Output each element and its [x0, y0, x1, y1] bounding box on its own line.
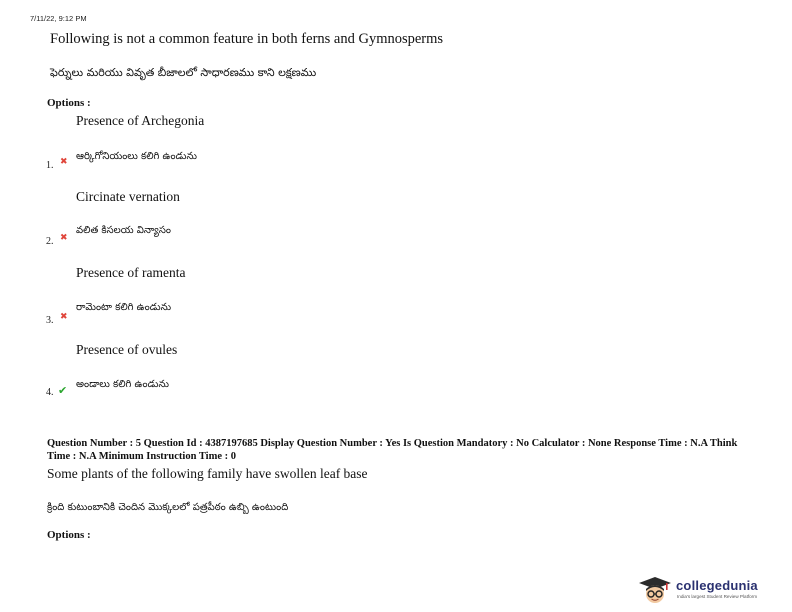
option-1-text-telugu: ఆర్కిగోనియంలు కలిగి ఉండును — [76, 151, 197, 162]
correct-check-icon: ✔ — [58, 384, 68, 397]
option-3-number: 3. — [46, 315, 54, 326]
logo-wordmark: collegedunia — [676, 578, 758, 593]
option-3-text-english: Presence of ramenta — [76, 265, 186, 280]
logo-tagline: India's largest Student Review Platform — [677, 594, 758, 599]
option-4-number: 4. — [46, 387, 54, 398]
collegedunia-logo — [636, 574, 786, 606]
incorrect-cross-icon: ✖ — [60, 157, 68, 167]
question-2-text-telugu: క్రింది కుటుంబానికి చెందిన మొక్కలలో పత్రపీఠం ఉబ్బి ఉంటుంది — [47, 502, 289, 513]
question-2-text-english: Some plants of the following family have swollen leaf base — [47, 466, 368, 481]
question-1-text-telugu: ఫెర్నులు మరియు వివృత బీజాలలో సాధారణము కాని లక్షణము — [50, 66, 317, 79]
question-1-text-english: Following is not a common feature in both ferns and Gymnosperms — [50, 31, 444, 47]
option-2-text-telugu: వలిత కిసలయ విన్యాసం — [76, 225, 171, 236]
option-2-text-english: Circinate vernation — [76, 189, 180, 204]
option-1-text-english: Presence of Archegonia — [76, 113, 205, 128]
print-timestamp: 7/11/22, 9:12 PM — [30, 14, 87, 23]
option-4-text-english: Presence of ovules — [76, 342, 178, 357]
incorrect-cross-icon: ✖ — [60, 233, 68, 243]
question-1-options-label: Options : — [47, 97, 91, 109]
option-2-number: 2. — [46, 236, 54, 247]
option-3-text-telugu: రామెంటా కలిగి ఉండును — [76, 302, 172, 313]
option-1-number: 1. — [46, 160, 54, 171]
question-2-options-label: Options : — [47, 529, 91, 541]
option-4-text-telugu: అండాలు కలిగి ఉండును — [76, 379, 169, 390]
incorrect-cross-icon: ✖ — [60, 312, 68, 322]
question-2-metadata: Question Number : 5 Question Id : 4387197685 Display Question Number : Yes Is Question Mandatory : No Calculator : None Response Time : N.A Think Time : N.A Minimum Instruction Time : 0 — [47, 438, 738, 462]
graduate-mascot-icon — [636, 574, 674, 606]
